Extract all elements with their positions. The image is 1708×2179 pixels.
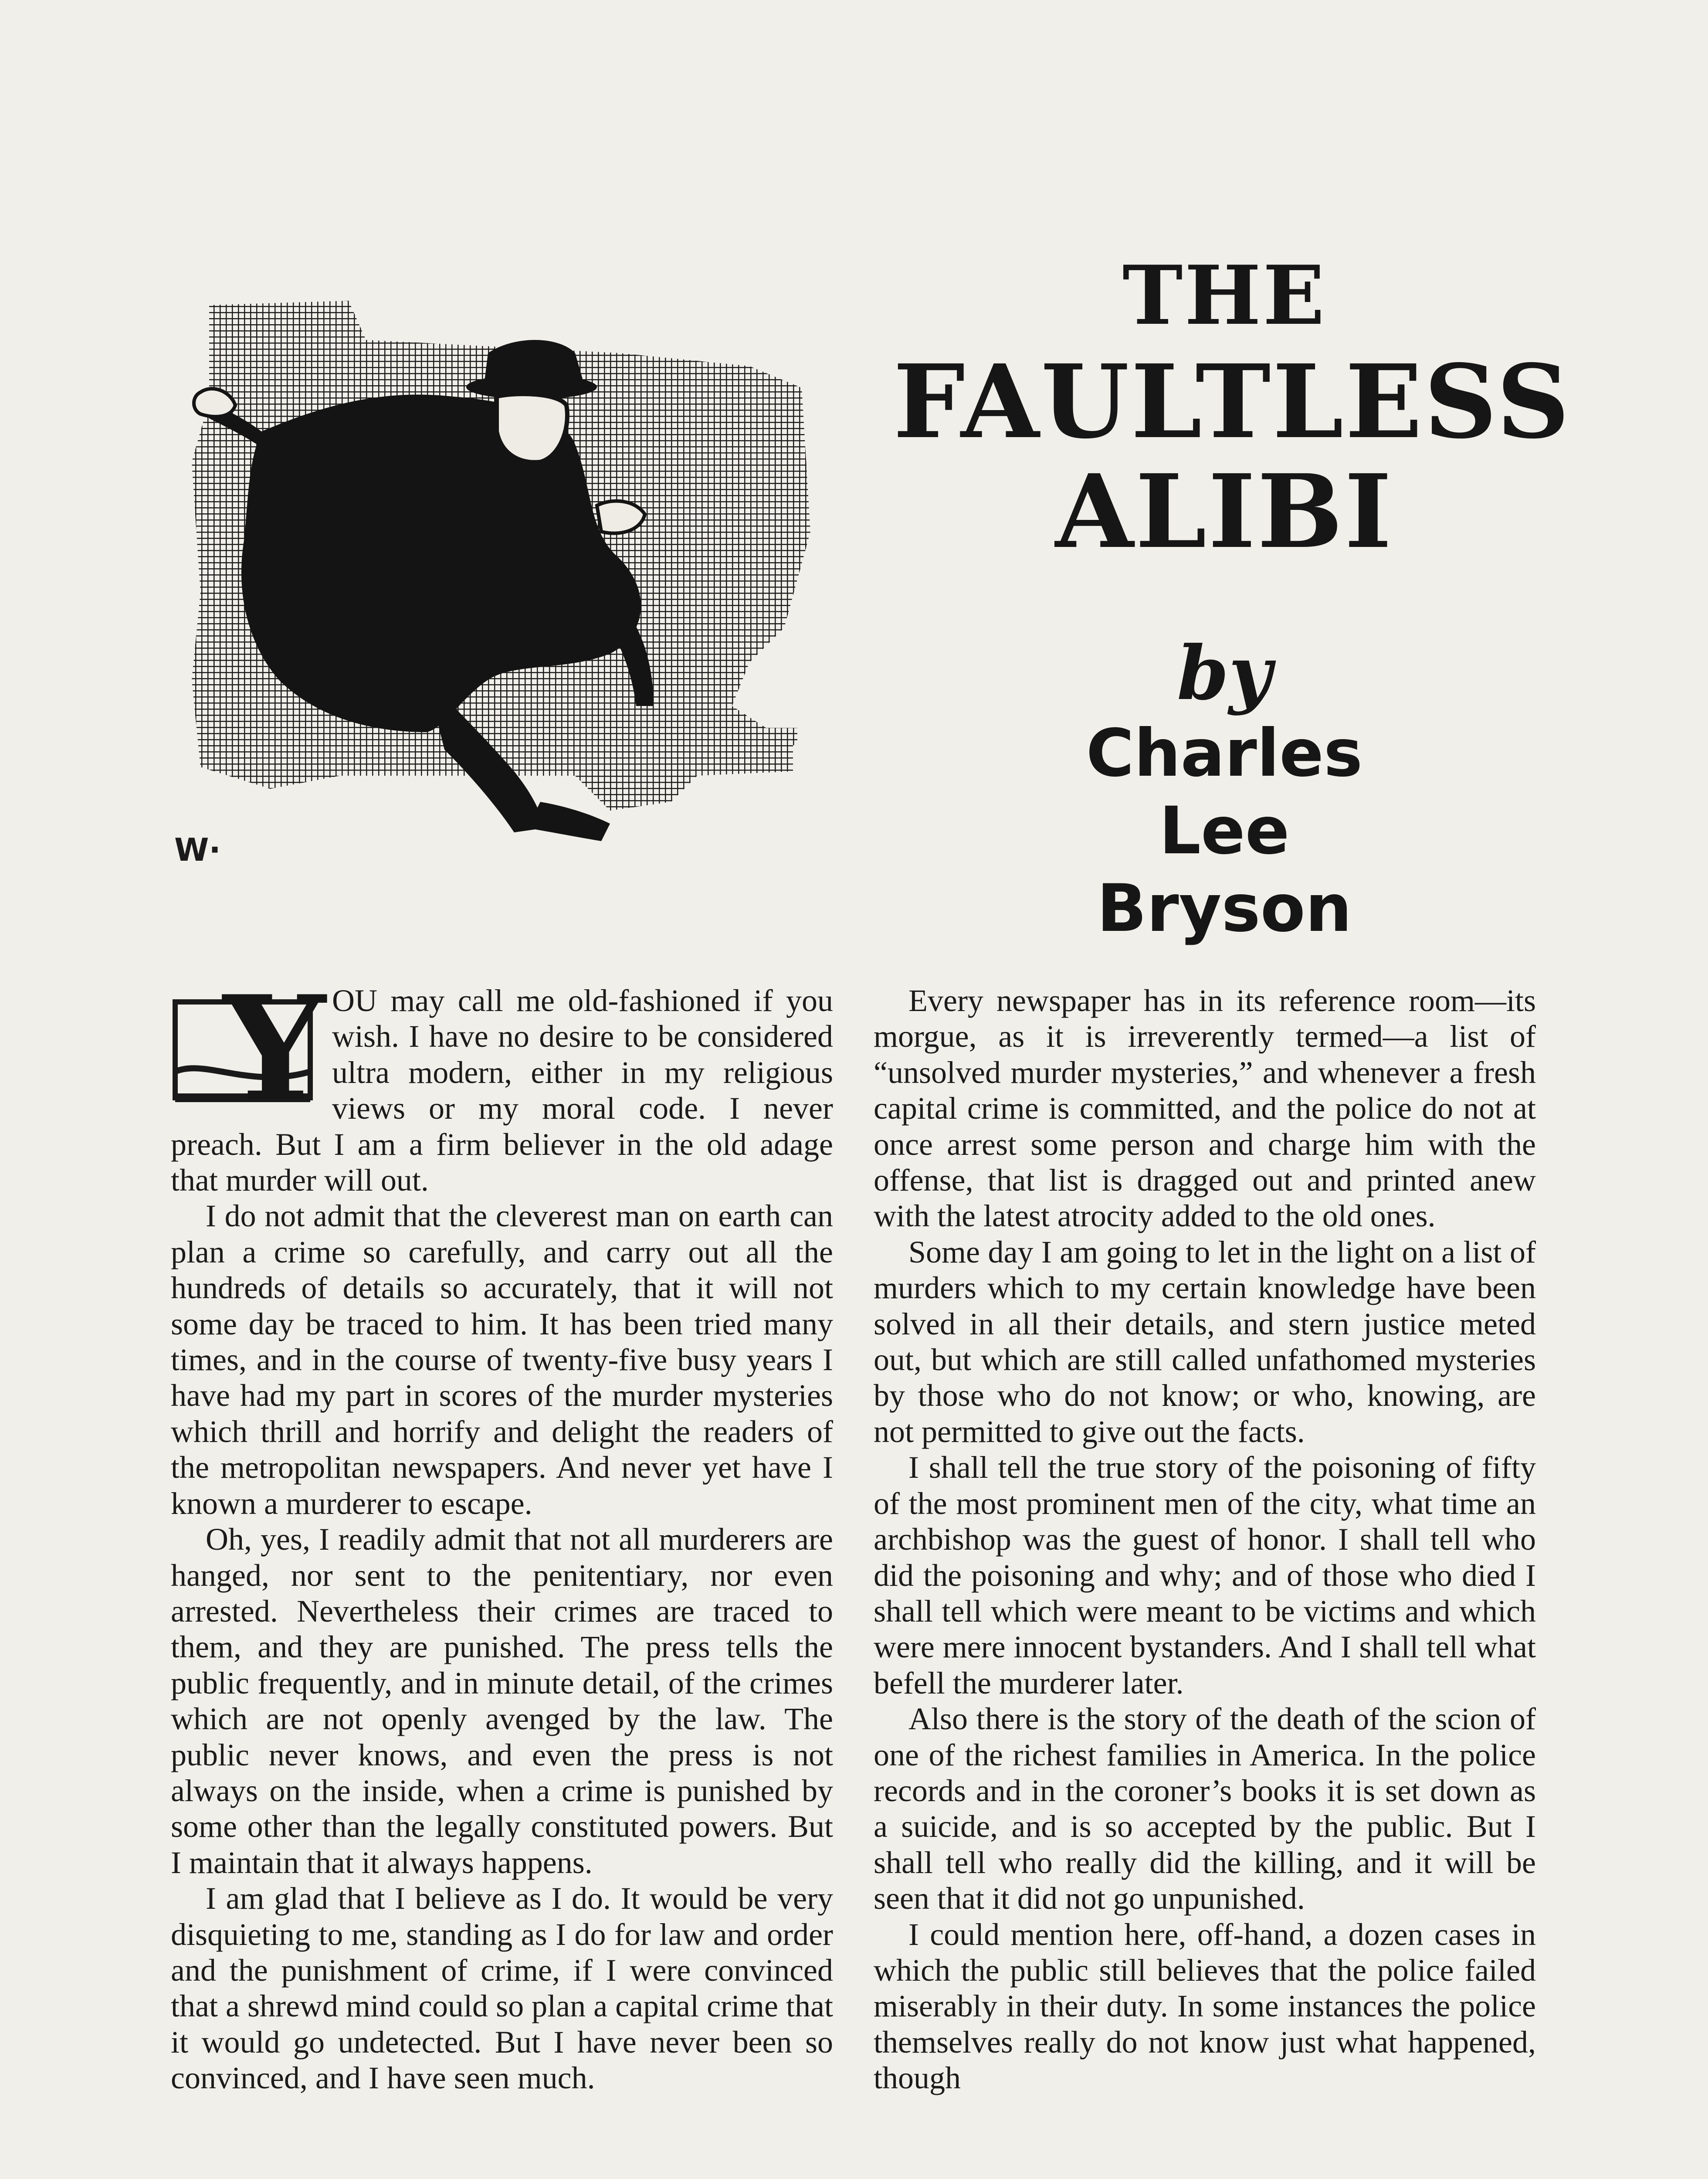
paragraph: I could mention here, off-hand, a dozen cases in which the public still believes that the police failed miserably in their duty. In some instances the police themselves really do not know just what happened, though <box>874 1917 1536 2096</box>
story-illustration <box>174 288 810 872</box>
paragraph: I shall tell the true story of the poisoning of fifty of the most prominent men of the city, what time an archbishop was the guest of honor. I shall tell who did the poisoning and why; and of those who died I shall tell which were meant to be victims and which were mere innocent bystanders. And I shall tell what befell the murderer later. <box>874 1450 1536 1700</box>
author-last-name: Bryson <box>1097 871 1352 947</box>
paragraph: I do not admit that the cleverest man on earth can plan a crime so carefully, and carry out all the hundreds of details so accurately, that it will not some day be traced to him. It has been tried many times, and in the course of twenty-five busy years I have had my part in scores of the murder mysteries which thrill and horrify and delight the readers of the metropolitan newspapers. And never yet have I known a murderer to escape. <box>171 1198 833 1521</box>
title-line-3: ALIBI <box>1055 452 1394 571</box>
author-first-name: Charles <box>1086 716 1363 791</box>
dropcap-letter: Y <box>223 964 326 1133</box>
dropcap <box>171 964 326 1133</box>
title-line-1: THE <box>1122 248 1326 343</box>
paragraph: OU may call me old-fashioned if you wish. I have no desire to be considered ultra modern, either in my religious views or my moral code. I never preach. But I am a firm believer in the old adage that murder will out. <box>171 983 833 1198</box>
byline-by: by <box>1177 630 1272 717</box>
article-column-left <box>171 964 833 2096</box>
paragraph: Oh, yes, I readily admit that not all murderers are hanged, nor sent to the penitentiary, nor even arrested. Nevertheless their crimes are traced to them, and they are punished. The press tells the public frequently, and in minute detail, of the crimes which are not openly avenged by the law. The public never knows, and even the press is not always on the inside, when a crime is punished by some other than the legally constituted powers. But I maintain that it always happens. <box>171 1522 833 1880</box>
fleeing-man-illustration <box>183 288 810 872</box>
paragraph: Every newspaper has in its reference room—its morgue, as it is irreverently termed—a list of “unsolved murder mysteries,” and whenever a fresh capital crime is committed, and the police do not at once arrest some person and charge him with the offense, that list is dragged out and printed anew with the latest atrocity added to the old ones. <box>874 983 1536 1234</box>
paragraph: Also there is the story of the death of the scion of one of the richest families in America. In the police records and in the coroner’s books it is set down as a suicide, and is so accepted by the public. But I shall tell who really did the killing, and it will be seen that it did not go unpunished. <box>874 1701 1536 1916</box>
paragraph: Some day I am going to let in the light on a list of murders which to my certain knowledge have been solved in all their details, and stern justice meted out, but which are still called unfathomed mysteries by those who do not know; or who, knowing, are not permitted to give out the facts. <box>874 1234 1536 1449</box>
title-line-2: FAULTLESS <box>893 342 1572 461</box>
paragraph: I am glad that I believe as I do. It would be very disquieting to me, standing as I do for law and order and the punishment of crime, if I were convinced that a shrewd mind could so plan a capital crime that it would go undetected. But I have never been so convinced, and I have seen much. <box>171 1881 833 2096</box>
author-middle-name: Lee <box>1159 793 1290 869</box>
article-column-right <box>874 983 1536 2096</box>
title-block <box>893 244 1572 947</box>
artist-signature: W· <box>174 832 221 868</box>
